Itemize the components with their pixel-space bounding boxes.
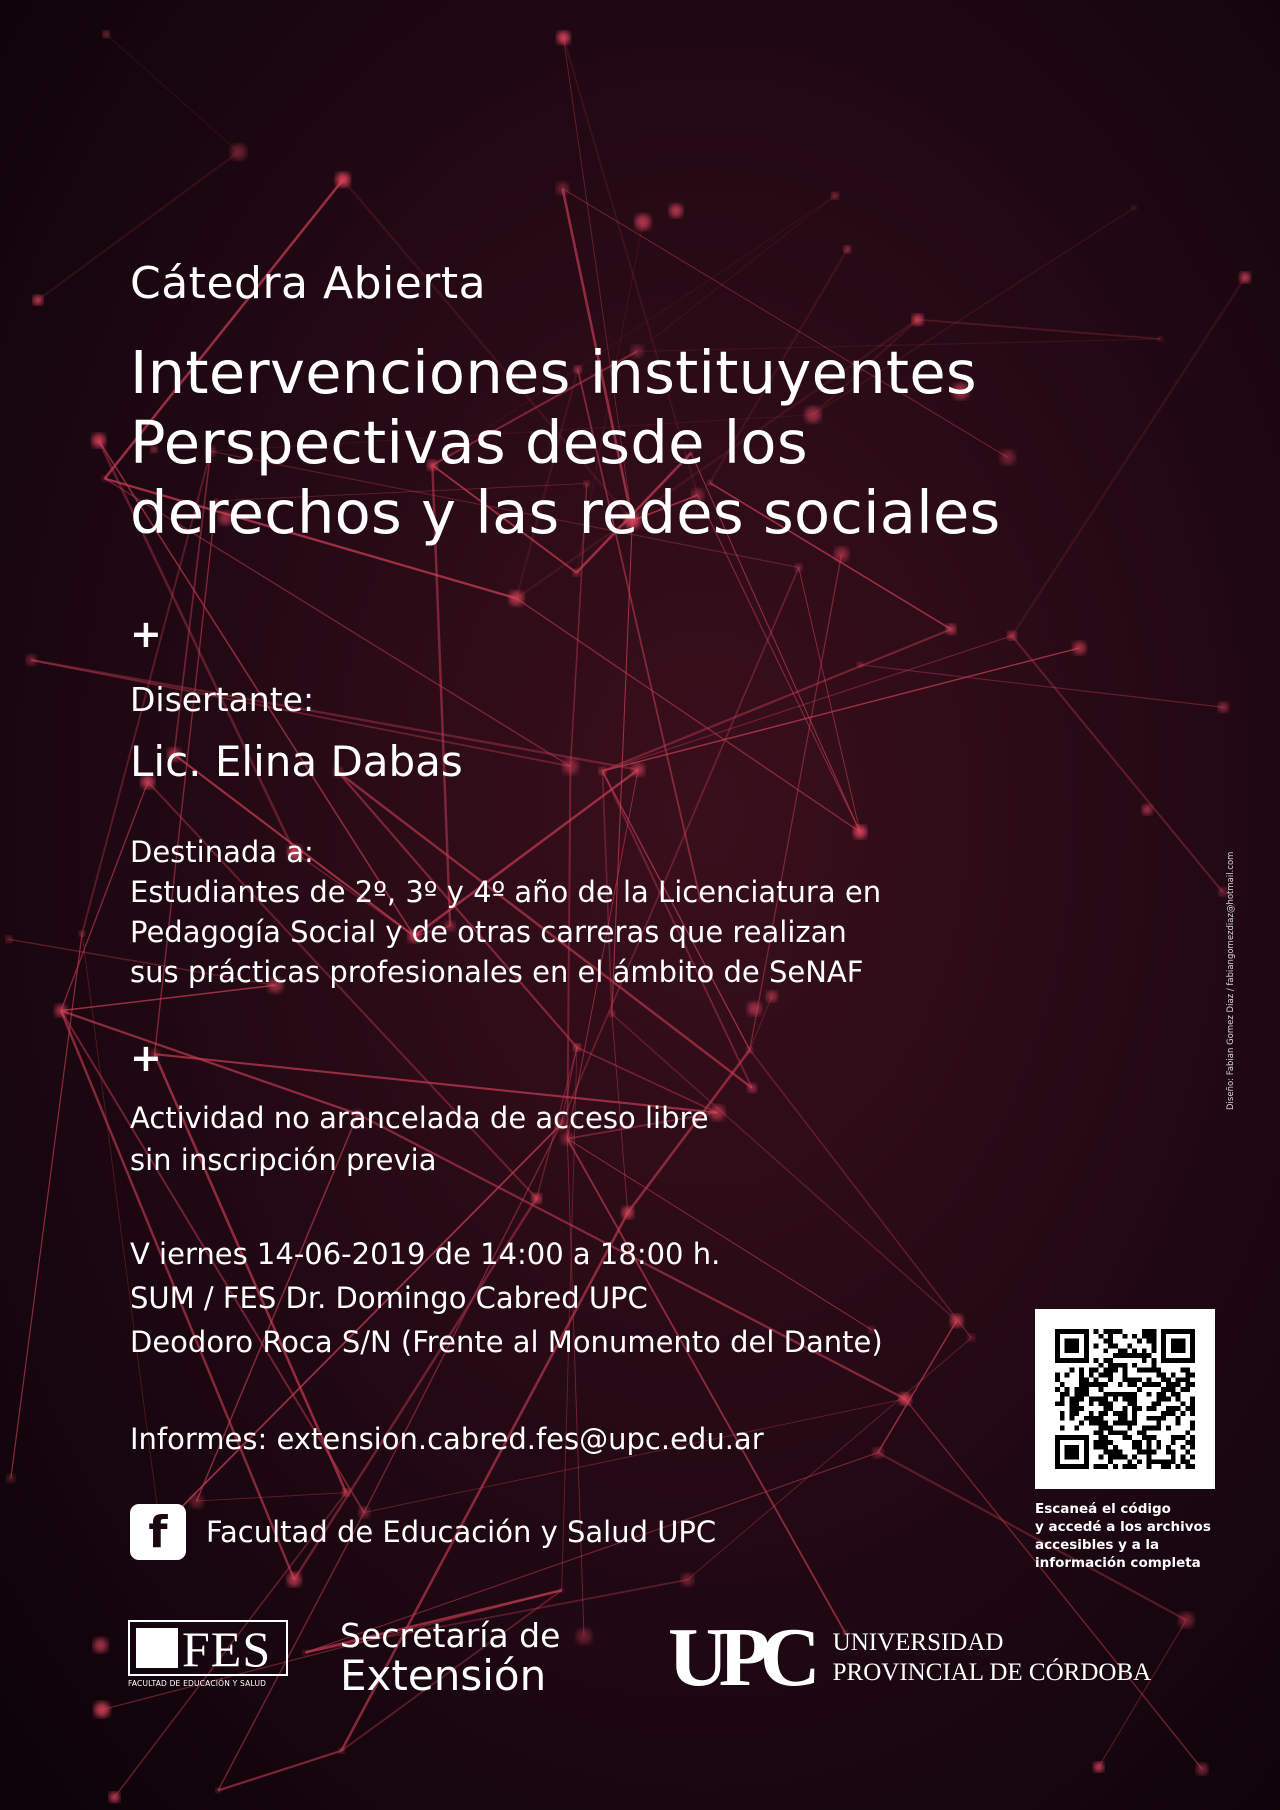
fes-logo-square (136, 1628, 178, 1668)
fes-logo-subtitle: FACULTAD DE EDUCACIÓN Y SALUD (128, 1679, 267, 1688)
upc-logo-mark: UPC (668, 1611, 811, 1704)
event-address: Deodoro Roca S/N (Frente al Monumento del Dante) (130, 1325, 883, 1359)
access-line: sin inscripción previa (130, 1143, 437, 1177)
event-date: V iernes 14-06-2019 de 14:00 a 18:00 h. (130, 1237, 721, 1271)
qr-caption-line: Escaneá el código (1035, 1501, 1171, 1517)
speaker-name: Lic. Elina Dabas (130, 737, 463, 786)
series-label: Cátedra Abierta (130, 258, 487, 309)
audience-line: Estudiantes de 2º, 3º y 4º año de la Licenciatura en (130, 875, 882, 909)
design-credit: Diseño: Fabian Gomez Diaz / fabiangomezdiaz@hotmail.com (1226, 851, 1236, 1110)
audience-line: sus prácticas profesionales en el ámbito de SeNAF (130, 955, 864, 989)
facebook-label: Facultad de Educación y Salud UPC (206, 1515, 717, 1549)
event-details (130, 1232, 883, 1364)
qr-code[interactable] (1035, 1309, 1215, 1489)
page-title (130, 338, 1130, 548)
facebook-link[interactable] (130, 1504, 716, 1560)
extension-logo (340, 1616, 561, 1700)
title-line: Intervenciones instituyentes (130, 338, 977, 407)
contact-email[interactable]: Informes: extension.cabred.fes@upc.edu.ar (130, 1422, 764, 1456)
speaker-label: Disertante: (130, 680, 315, 719)
event-venue: SUM / FES Dr. Domingo Cabred UPC (130, 1281, 648, 1315)
qr-code-icon (1055, 1329, 1195, 1469)
plus-separator: + (130, 1036, 162, 1080)
fes-logo-box (128, 1620, 288, 1676)
qr-caption-line: accesibles y a la (1035, 1537, 1160, 1553)
audience-section (130, 832, 881, 992)
access-line: Actividad no arancelada de acceso libre (130, 1101, 709, 1135)
qr-caption-line: información completa (1035, 1555, 1201, 1571)
audience-line: Pedagogía Social y de otras carreras que realizan (130, 915, 847, 949)
fes-logo-text: FES (182, 1621, 272, 1677)
title-line: Perspectivas desde los (130, 408, 808, 477)
extension-logo-line: Secretaría de (340, 1616, 561, 1655)
upc-logo (668, 1611, 1152, 1704)
upc-logo-text (833, 1628, 1152, 1688)
access-note (130, 1097, 709, 1181)
upc-logo-line: PROVINCIAL DE CÓRDOBA (832, 1659, 1152, 1686)
fes-logo (128, 1620, 288, 1688)
plus-separator: + (130, 612, 162, 656)
qr-caption-line: y accedé a los archivos (1035, 1519, 1211, 1535)
upc-logo-line: UNIVERSIDAD (832, 1629, 1004, 1656)
audience-label: Destinada a: (130, 835, 314, 869)
qr-caption (1035, 1500, 1211, 1572)
title-line: derechos y las redes sociales (130, 478, 1001, 547)
extension-logo-line: Extensión (340, 1651, 547, 1700)
facebook-icon: f (130, 1504, 186, 1560)
